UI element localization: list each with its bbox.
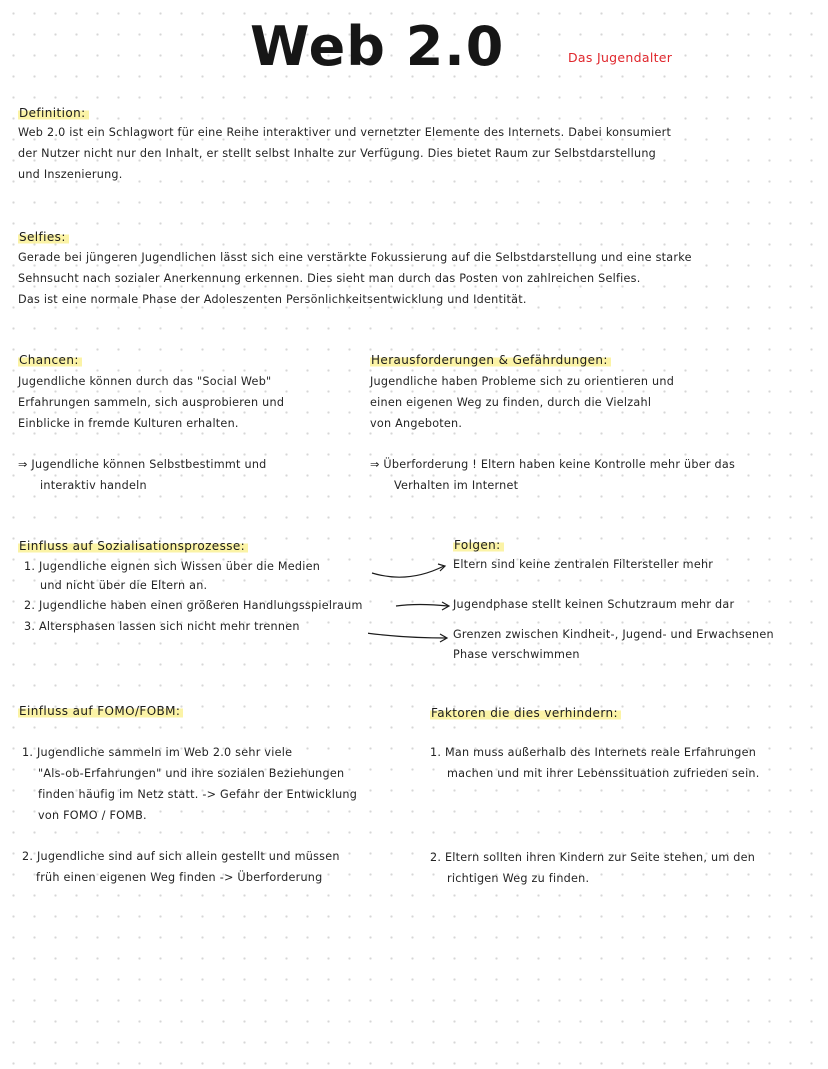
herausforderungen-result xyxy=(370,454,735,496)
fomo-item-line: finden häufig im Netz statt. -> Gefahr der Entwicklung xyxy=(38,788,358,801)
faktoren-item-2 xyxy=(430,847,755,889)
fomo-item-1 xyxy=(22,742,357,826)
faktoren-item-line: machen und mit ihrer Lebenssituation zufrieden sein. xyxy=(447,767,760,780)
definition-heading: Definition: xyxy=(18,105,89,121)
definition-line: und Inszenierung. xyxy=(18,168,123,181)
chancen-text xyxy=(18,371,284,434)
sozialisation-item: 3. Altersphasen lassen sich nicht mehr trennen xyxy=(24,620,300,633)
page-title: Web 2.0 xyxy=(250,15,505,78)
arrow-2 xyxy=(396,605,448,607)
sozialisation-list xyxy=(24,556,363,636)
sozialisation-item: 1. Jugendliche eignen sich Wissen über die Medien xyxy=(24,560,321,573)
sozialisation-heading: Einfluss auf Sozialisationsprozesse: xyxy=(18,538,248,554)
chancen-line: Erfahrungen sammeln, sich ausprobieren und xyxy=(18,396,285,409)
faktoren-heading: Faktoren die dies verhindern: xyxy=(430,705,621,721)
herausforderungen-result-line: ⇒ Überforderung ! Eltern haben keine Kontrolle mehr über das xyxy=(370,458,736,471)
herausforderungen-line: von Angeboten. xyxy=(370,417,463,430)
selfies-heading: Selfies: xyxy=(18,229,69,245)
chancen-line: Einblicke in fremde Kulturen erhalten. xyxy=(18,417,239,430)
sozialisation-item: 2. Jugendliche haben einen größeren Handlungsspielraum xyxy=(24,599,363,612)
herausforderungen-heading: Herausforderungen & Gefährdungen: xyxy=(370,352,611,368)
selfies-line: Gerade bei jüngeren Jugendlichen lässt sich eine verstärkte Fokussierung auf die Selbstdarstellung und eine starke xyxy=(18,251,692,264)
arrow-3 xyxy=(368,628,446,638)
fomo-item-line: früh einen eigenen Weg finden -> Überforderung xyxy=(36,871,323,884)
folgen-item: Phase verschwimmen xyxy=(453,648,580,661)
herausforderungen-line: Jugendliche haben Probleme sich zu orientieren und xyxy=(370,375,675,388)
folgen-item: Jugendphase stellt keinen Schutzraum mehr dar xyxy=(453,598,735,611)
faktoren-item-line: richtigen Weg zu finden. xyxy=(447,872,590,885)
sozialisation-item: und nicht über die Eltern an. xyxy=(40,579,208,592)
definition-line: der Nutzer nicht nur den Inhalt, er stellt selbst Inhalte zur Verfügung. Dies bietet Raum zur Selbstdarstellung xyxy=(18,147,657,160)
chancen-heading: Chancen: xyxy=(18,352,82,368)
fomo-heading: Einfluss auf FOMO/FOBM: xyxy=(18,703,183,719)
faktoren-item-line: 1. Man muss außerhalb des Internets reale Erfahrungen xyxy=(430,746,757,759)
arrows-graphic xyxy=(368,556,453,656)
arrow-1 xyxy=(372,566,444,577)
chancen-line: Jugendliche können durch das "Social Web" xyxy=(18,375,272,388)
folgen-heading: Folgen: xyxy=(453,537,504,553)
faktoren-item-line: 2. Eltern sollten ihren Kindern zur Seite stehen, um den xyxy=(430,851,756,864)
herausforderungen-result-line: Verhalten im Internet xyxy=(394,479,519,492)
page-subtitle: Das Jugendalter xyxy=(568,50,673,65)
fomo-item-2 xyxy=(22,846,340,888)
selfies-text xyxy=(18,247,692,310)
definition-text xyxy=(18,122,671,185)
selfies-line: Sehnsucht nach sozialer Anerkennung erkennen. Dies sieht man durch das Posten von zahlreichen Selfies. xyxy=(18,272,641,285)
herausforderungen-text xyxy=(370,371,674,434)
folgen-list xyxy=(453,555,774,665)
fomo-item-line: 2. Jugendliche sind auf sich allein gestellt und müssen xyxy=(22,850,340,863)
chancen-result xyxy=(18,454,267,496)
fomo-item-line: von FOMO / FOMB. xyxy=(38,809,147,822)
folgen-item: Eltern sind keine zentralen Filtersteller mehr xyxy=(453,558,714,571)
chancen-result-line: ⇒ Jugendliche können Selbstbestimmt und xyxy=(18,458,267,471)
folgen-item: Grenzen zwischen Kindheit-, Jugend- und Erwachsenen xyxy=(453,628,774,641)
chancen-result-line: interaktiv handeln xyxy=(40,479,147,492)
definition-line: Web 2.0 ist ein Schlagwort für eine Reihe interaktiver und vernetzter Elemente des Internets. Dabei konsumiert xyxy=(18,126,672,139)
fomo-item-line: 1. Jugendliche sammeln im Web 2.0 sehr viele xyxy=(22,746,293,759)
herausforderungen-line: einen eigenen Weg zu finden, durch die Vielzahl xyxy=(370,396,652,409)
fomo-item-line: "Als-ob-Erfahrungen" und ihre sozialen Beziehungen xyxy=(38,767,345,780)
selfies-line: Das ist eine normale Phase der Adoleszenten Persönlichkeitsentwicklung und Identität. xyxy=(18,293,527,306)
faktoren-item-1 xyxy=(430,742,760,784)
